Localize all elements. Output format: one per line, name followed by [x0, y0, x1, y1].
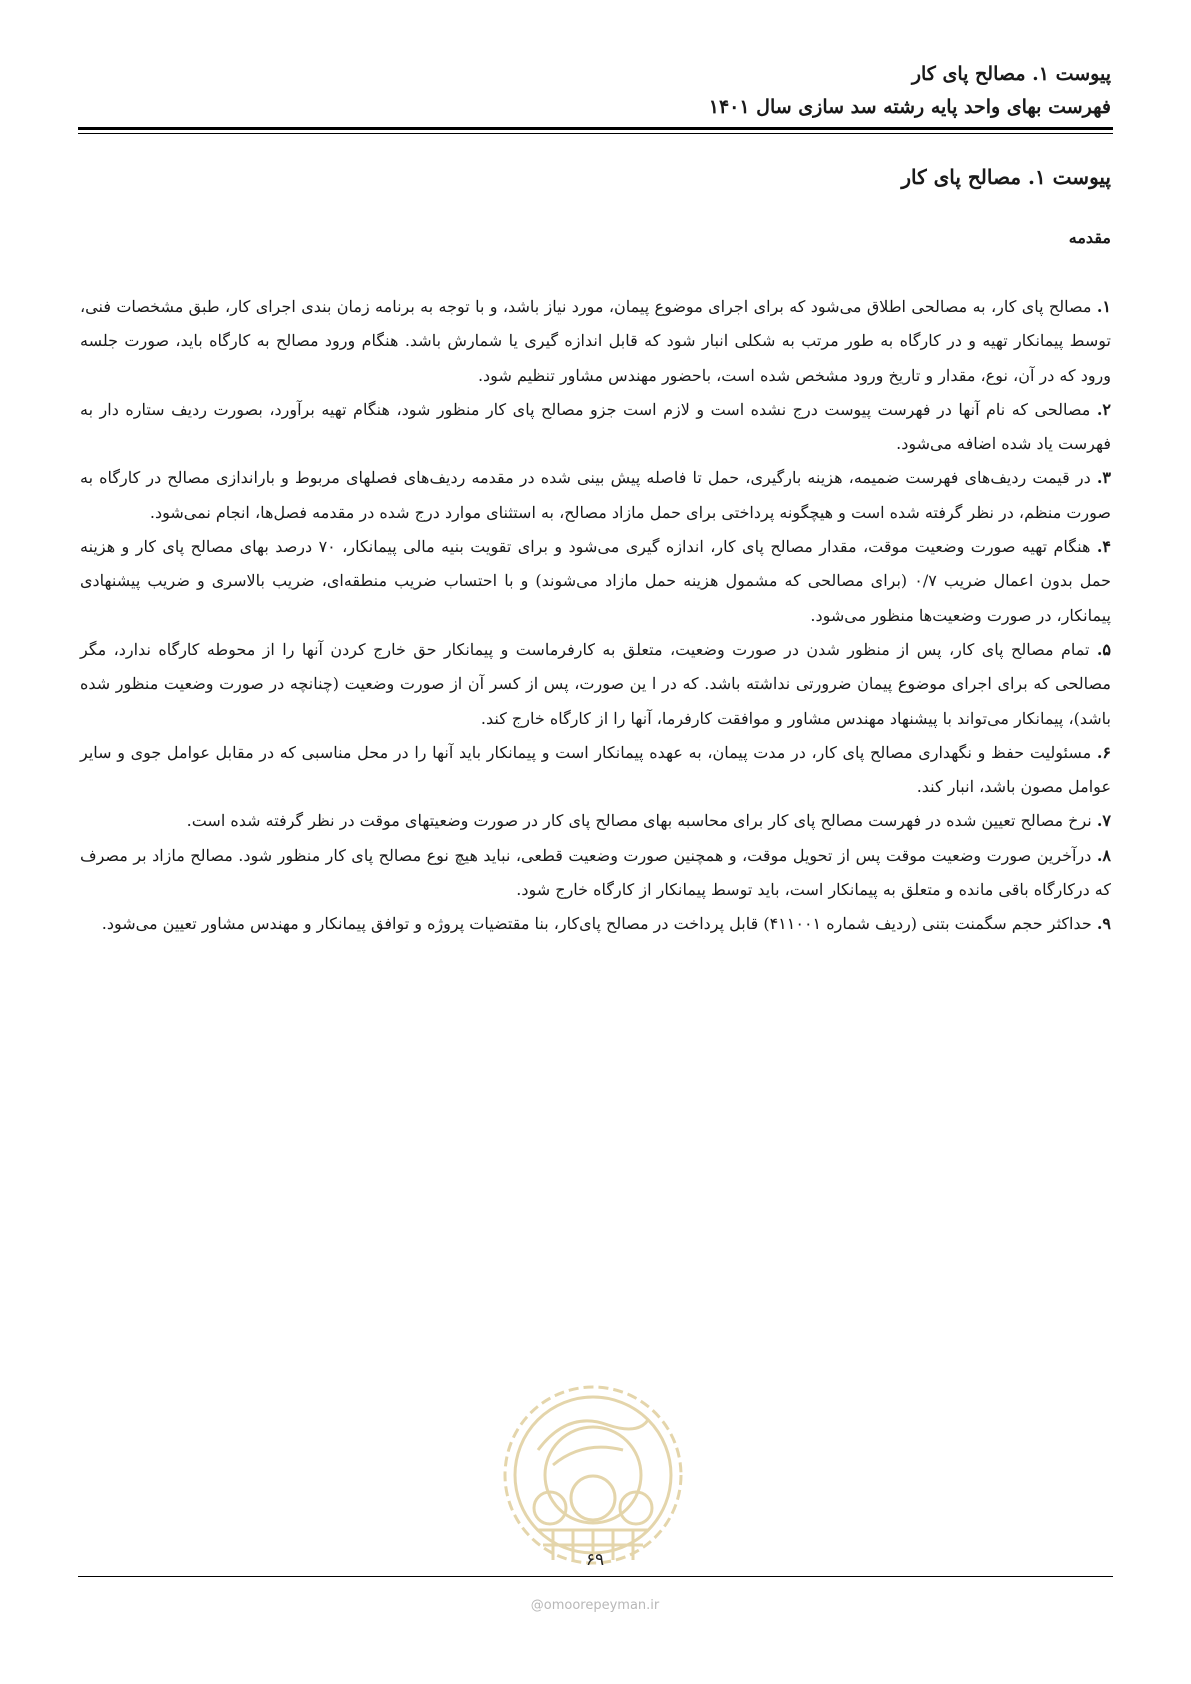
paragraph-7: [80, 804, 1111, 838]
intro-heading: مقدمه: [1068, 228, 1111, 247]
watermark-seal-logo: [498, 1380, 688, 1570]
paragraph-text: حداکثر حجم سگمنت بتنی (ردیف شماره ۴۱۱۰۰۱) قابل پرداخت در مصالح پای‌کار، بنا مقتضیات پروژه و توافق پیمانکار و مهندس مشاور تعیین می‌شود.: [101, 914, 1097, 934]
paragraph-3: [80, 461, 1111, 530]
paragraph-text: در قیمت ردیف‌های فهرست ضمیمه، هزینه بارگیری، حمل تا فاصله پیش بینی شده در مقدمه ردیف‌های فصلهای مربوط و باراندازی مصالح در کارگاه به صورت منظم، در نظر گرفته شده است و هیچگونه پرداختی برای حمل مازاد مصالح، به استثنای موارد درج شده در مقدمه فصل‌ها، انجام نمی‌شود.: [80, 468, 1111, 522]
paragraph-number: ۹.: [1096, 914, 1111, 934]
paragraph-text: درآخرین صورت وضعیت موقت پس از تحویل موقت، و همچنین صورت وضعیت قطعی، نباید هیچ نوع مصالح پای کار منظور شود. مصالح مازاد بر مصرف که درکارگاه باقی مانده و متعلق به پیمانکار است، باید توسط پیمانکار از کارگاه خارج شود.: [80, 845, 1111, 900]
paragraph-number: ۴.: [1096, 537, 1112, 557]
paragraph-text: مصالحی که نام آنها در فهرست پیوست درج نشده است و لازم است جزو مصالح پای کار منظور شود، هنگام تهیه برآورد، بصورت ردیف ستاره دار به فهرست یاد شده اضافه می‌شود.: [80, 399, 1111, 454]
paragraph-text: مسئولیت حفظ و نگهداری مصالح پای کار، در مدت پیمان، به عهده پیمانکار است و پیمانکار باید آنها را در محل مناسبی که در مقابل عوامل جوی و سایر عوامل مصون باشد، انبار کند.: [80, 742, 1111, 797]
paragraph-2: [80, 393, 1111, 462]
footer-website: @omoorepeyman.ir: [530, 1598, 660, 1613]
paragraph-number: ۵.: [1096, 639, 1111, 659]
paragraph-text: تمام مصالح پای کار، پس از منظور شدن در صورت وضعیت، متعلق به کارفرماست و پیمانکار حق خارج کردن آنها را از محوطه کارگاه ندارد، مگر مصالحی که برای اجرای موضوع پیمان ضرورتی نداشته باشد. که در ا ین صورت، پس از کسر آن از صورت وضعیت (چنانچه در صورت وضعیت منظور شده باشد)، پیمانکار می‌تواند با پیشنهاد مهندس مشاور و موافقت کارفرما، آنها را از کارگاه خارج کند.: [80, 639, 1111, 728]
header-appendix-title: پیوست ۱. مصالح پای کار: [911, 63, 1111, 85]
body-text: [80, 290, 1111, 942]
header-document-title: فهرست بهای واحد پایه رشته سد سازی سال ۱۴۰۱: [708, 96, 1111, 118]
paragraph-9: [80, 907, 1111, 941]
paragraph-text: مصالح پای کار، به مصالحی اطلاق می‌شود که برای اجرای موضوع پیمان، مورد نیاز باشد، و با توجه به برنامه زمان بندی اجرای کار، طبق مشخصات فنی، توسط پیمانکار تهیه و در کارگاه به طور مرتب به شکلی انبار شود که قابل اندازه گیری یا شمارش باشد. هنگام ورود مصالح به کارگاه باید، صورت جلسه ورود که در آن، نوع، مقدار و تاریخ ورود مشخص شده است، باحضور مهندس مشاور تنظیم شود.: [80, 297, 1111, 385]
paragraph-number: ۳.: [1096, 468, 1111, 488]
paragraph-8: [80, 839, 1111, 908]
paragraph-6: [80, 736, 1111, 805]
section-title: پیوست ۱. مصالح پای کار: [901, 165, 1111, 189]
page-number: ۶۹: [585, 1550, 605, 1570]
paragraph-text: هنگام تهیه صورت وضعیت موقت، مقدار مصالح پای کار، اندازه گیری می‌شود و برای تقویت بنیه مالی پیمانکار، ۷۰ درصد بهای مصالح پای کار و هزینه حمل بدون اعمال ضریب ۰/۷ (برای مصالحی که مشمول هزینه حمل مازاد می‌شوند) و با احتساب ضریب منطقه‌ای، ضریب بالاسری و ضریب پیشنهادی پیمانکار، در صورت وضعیت‌ها منظور می‌شود.: [80, 537, 1112, 625]
paragraph-number: ۶.: [1096, 742, 1111, 762]
footer-rule: [78, 1576, 1113, 1577]
paragraph-5: [80, 633, 1111, 736]
paragraph-number: ۲.: [1096, 399, 1111, 419]
header-rule-thin: [78, 133, 1113, 134]
paragraph-text: نرخ مصالح تعیین شده در فهرست مصالح پای کار برای محاسبه بهای مصالح پای کار در صورت وضعیتهای موقت در نظر گرفته شده است.: [186, 811, 1097, 831]
paragraph-number: ۸.: [1096, 845, 1111, 865]
paragraph-1: [80, 290, 1111, 393]
paragraph-number: ۱.: [1096, 297, 1111, 316]
header-rule-thick: [78, 127, 1113, 130]
page-header: [80, 58, 1111, 124]
paragraph-number: ۷.: [1096, 811, 1111, 831]
paragraph-4: [80, 530, 1111, 633]
